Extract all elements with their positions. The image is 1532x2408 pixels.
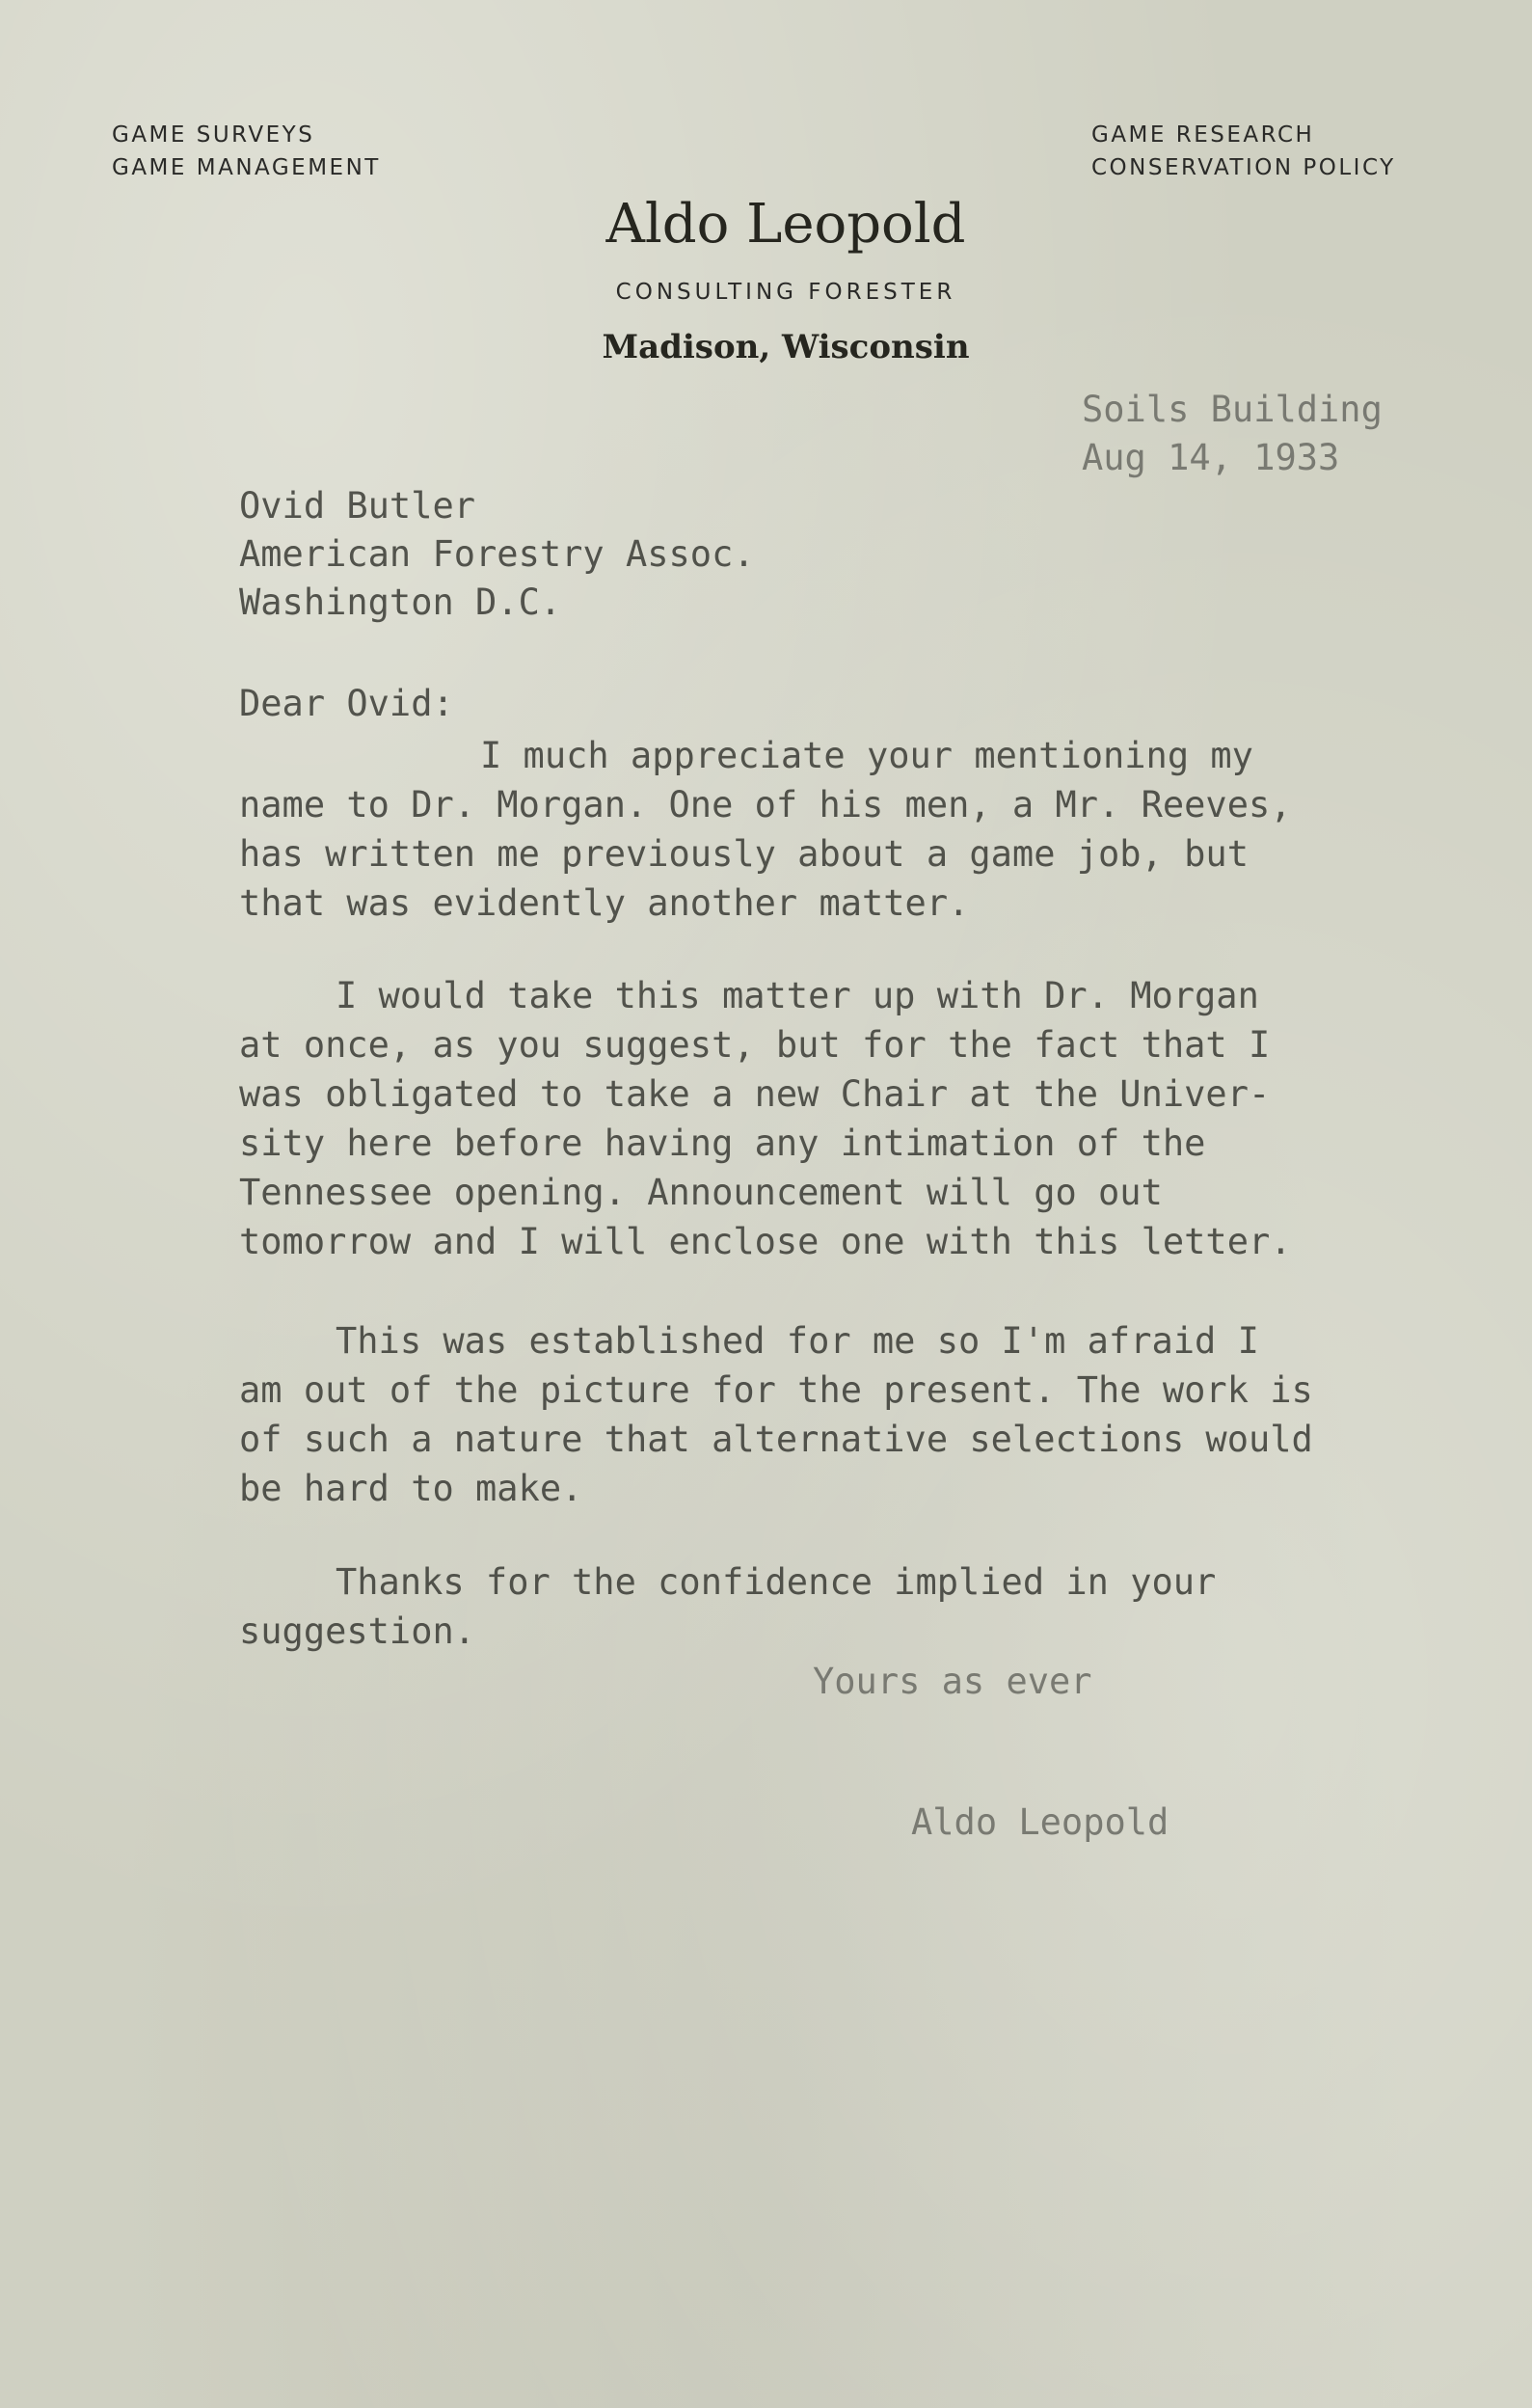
date-building: Soils Building xyxy=(1082,389,1383,430)
letterhead-subtitle: CONSULTING FORESTER xyxy=(615,280,956,305)
recipient-organization: American Forestry Assoc. xyxy=(239,533,755,575)
paragraph-2-line-3: was obligated to take a new Chair at the Univer- xyxy=(239,1073,1271,1115)
paragraph-1-line-3: has written me previously about a game job, but xyxy=(239,833,1249,875)
letterhead-right-line-2: CONSERVATION POLICY xyxy=(1091,155,1396,180)
paragraph-2-line-4: sity here before having any intimation of the xyxy=(239,1123,1206,1164)
paragraph-1-line-2: name to Dr. Morgan. One of his men, a Mr. Reeves, xyxy=(239,784,1292,825)
paragraph-3-line-4: be hard to make. xyxy=(239,1468,583,1509)
paragraph-1-line-1: I much appreciate your mentioning my xyxy=(480,735,1253,776)
body-paragraph-2 xyxy=(239,971,1292,1266)
date-line: Aug 14, 1933 xyxy=(1082,437,1340,478)
paragraph-2-line-2: at once, as you suggest, but for the fact that I xyxy=(239,1024,1271,1066)
paragraph-4-line-1: Thanks for the confidence implied in your xyxy=(336,1561,1217,1603)
paragraph-3-line-2: am out of the picture for the present. The work is xyxy=(239,1369,1313,1411)
letterhead-name: Aldo Leopold xyxy=(605,193,966,256)
paragraph-3-line-3: of such a nature that alternative selections would xyxy=(239,1419,1313,1460)
signature: Aldo Leopold xyxy=(911,1801,1169,1843)
letterhead-left-services xyxy=(112,119,381,184)
recipient-address xyxy=(239,482,755,627)
body-paragraph-3 xyxy=(239,1316,1313,1513)
letterhead-left-line-1: GAME SURVEYS xyxy=(112,122,315,148)
paragraph-4-line-2: suggestion. xyxy=(239,1610,476,1652)
paragraph-2-line-1: I would take this matter up with Dr. Morgan xyxy=(336,975,1259,1016)
letterhead-left-line-2: GAME MANAGEMENT xyxy=(112,155,381,180)
letterhead-location: Madison, Wisconsin xyxy=(602,328,970,366)
body-paragraph-4 xyxy=(239,1557,1216,1656)
paragraph-2-line-6: tomorrow and I will enclose one with this letter. xyxy=(239,1221,1292,1262)
paragraph-1-line-4: that was evidently another matter. xyxy=(239,882,970,924)
body-paragraph-1 xyxy=(239,731,1292,928)
recipient-name: Ovid Butler xyxy=(239,485,476,527)
letterhead-right-services xyxy=(1091,119,1396,184)
salutation: Dear Ovid: xyxy=(239,683,454,724)
paragraph-3-line-1: This was established for me so I'm afraid I xyxy=(336,1320,1259,1362)
recipient-city: Washington D.C. xyxy=(239,582,562,623)
paragraph-2-line-5: Tennessee opening. Announcement will go out xyxy=(239,1172,1163,1213)
letterhead-right-line-1: GAME RESEARCH xyxy=(1091,122,1315,148)
date-block xyxy=(1082,386,1383,482)
closing: Yours as ever xyxy=(813,1661,1092,1702)
